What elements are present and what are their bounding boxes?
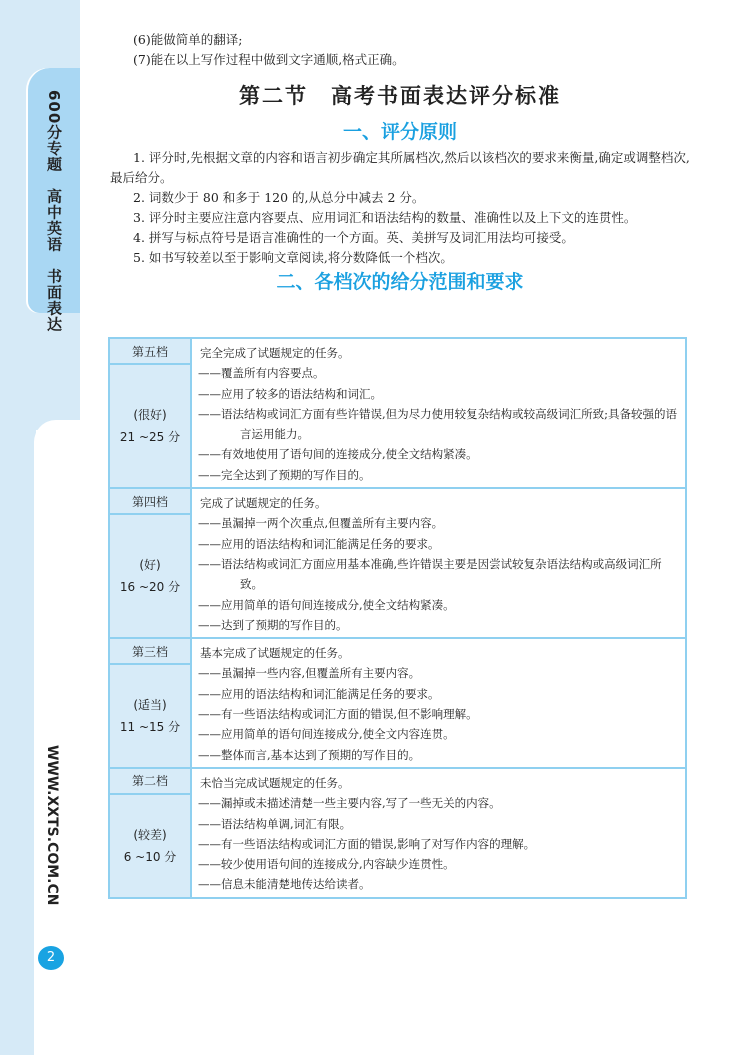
level-range: 11 ~15 分 [119,720,181,735]
level-summary: 基本完成了试题规定的任务。 [200,646,350,661]
level-quality: (好) [139,558,161,573]
principle-item: 2. 词数少于 80 和多于 120 的,从总分中减去 2 分。 [133,190,425,205]
principle-item: 1. 评分时,先根据文章的内容和语言初步确定其所属档次,然后以该档次的要求来衡量,确定或调整档次,最后给分。 [110,150,690,185]
level-requirement: ——整体而言,基本达到了预期的写作目的。 [198,747,421,762]
level-requirement: ——有一些语法结构或词汇方面的错误,影响了对写作内容的理解。 [198,836,536,851]
level-row [109,638,686,664]
principles-heading: 一、评分原则 [342,121,457,143]
level-requirement: ——语法结构单调,词汇有限。 [198,816,352,831]
level-requirement: ——有效地使用了语句间的连接成分,使全文结构紧凑。 [198,447,478,462]
level-description [191,768,686,898]
website-url: WWW.XXTS.COM.CN [44,745,60,906]
book-title: 600分专题 高中英语 书面表达 [45,90,63,333]
level-requirement: ——虽漏掉一些内容,但覆盖所有主要内容。 [198,666,421,681]
level-range: 21 ~25 分 [119,430,181,445]
page-number: 2 [38,946,64,970]
level-quality: (较差) [133,827,167,842]
level-score [109,364,191,488]
section-title: 第二节 高考书面表达评分标准 [239,83,561,108]
level-requirement: ——覆盖所有内容要点。 [198,366,325,381]
levels-heading: 二、各档次的给分范围和要求 [276,271,524,293]
level-requirement: ——语法结构或词汇方面有些许错误,但为尽力使用较复杂结构或较高级词汇所致;具备较强的语言运用能力。 [198,406,678,442]
level-requirement: ——应用简单的语句间连接成分,使全文结构紧凑。 [198,597,455,612]
level-score [109,794,191,898]
level-requirement: ——应用简单的语句间连接成分,使全文内容连贯。 [198,727,455,742]
level-requirement: ——漏掉或未描述清楚一些主要内容,写了一些无关的内容。 [198,796,501,811]
level-description [191,338,686,488]
level-summary: 完成了试题规定的任务。 [200,496,327,511]
sidebar-strip [0,420,36,1055]
intro-line: (7)能在以上写作过程中做到文字通顺,格式正确。 [133,52,405,67]
level-requirement: ——应用的语法结构和词汇能满足任务的要求。 [198,686,440,701]
page-content [110,30,690,300]
level-range: 16 ~20 分 [119,580,181,595]
level-quality: (适当) [133,698,167,713]
principle-item: 5. 如书写较差以至于影响文章阅读,将分数降低一个档次。 [133,250,453,265]
level-requirement: ——语法结构或词汇方面应用基本准确,些许错误主要是因尝试较复杂语法结构或高级词汇所致。 [198,556,662,592]
level-requirement: ——完全达到了预期的写作目的。 [198,467,371,482]
level-summary: 完全完成了试题规定的任务。 [200,346,350,360]
level-name: 第二档 [109,768,191,794]
level-row [109,488,686,514]
level-row [109,768,686,794]
level-name: 第五档 [109,338,191,364]
level-score [109,664,191,768]
level-name: 第三档 [109,638,191,664]
level-requirement: ——有一些语法结构或词汇方面的错误,但不影响理解。 [198,707,478,722]
intro-line: (6)能做简单的翻译; [133,32,243,47]
level-description [191,638,686,768]
level-requirement: ——信息未能清楚地传达给读者。 [198,877,371,892]
level-requirement: ——应用了较多的语法结构和词汇。 [198,386,382,401]
level-description [191,488,686,638]
level-row [109,338,686,364]
level-quality: (很好) [133,408,167,423]
principle-item: 4. 拼写与标点符号是语言准确性的一个方面。英、美拼写及词汇用法均可接受。 [133,230,574,245]
level-summary: 未恰当完成试题规定的任务。 [200,775,350,790]
level-requirement: ——达到了预期的写作目的。 [198,617,348,632]
level-score [109,514,191,638]
level-requirement: ——应用的语法结构和词汇能满足任务的要求。 [198,536,440,551]
level-name: 第四档 [109,488,191,514]
scoring-table [108,337,687,899]
level-range: 6 ~10 分 [123,849,177,864]
level-requirement: ——较少使用语句间的连接成分,内容缺少连贯性。 [198,857,455,872]
level-requirement: ——虽漏掉一两个次重点,但覆盖所有主要内容。 [198,516,444,531]
principle-item: 3. 评分时主要应注意内容要点、应用词汇和语法结构的数量、准确性以及上下文的连贯性。 [133,210,637,225]
